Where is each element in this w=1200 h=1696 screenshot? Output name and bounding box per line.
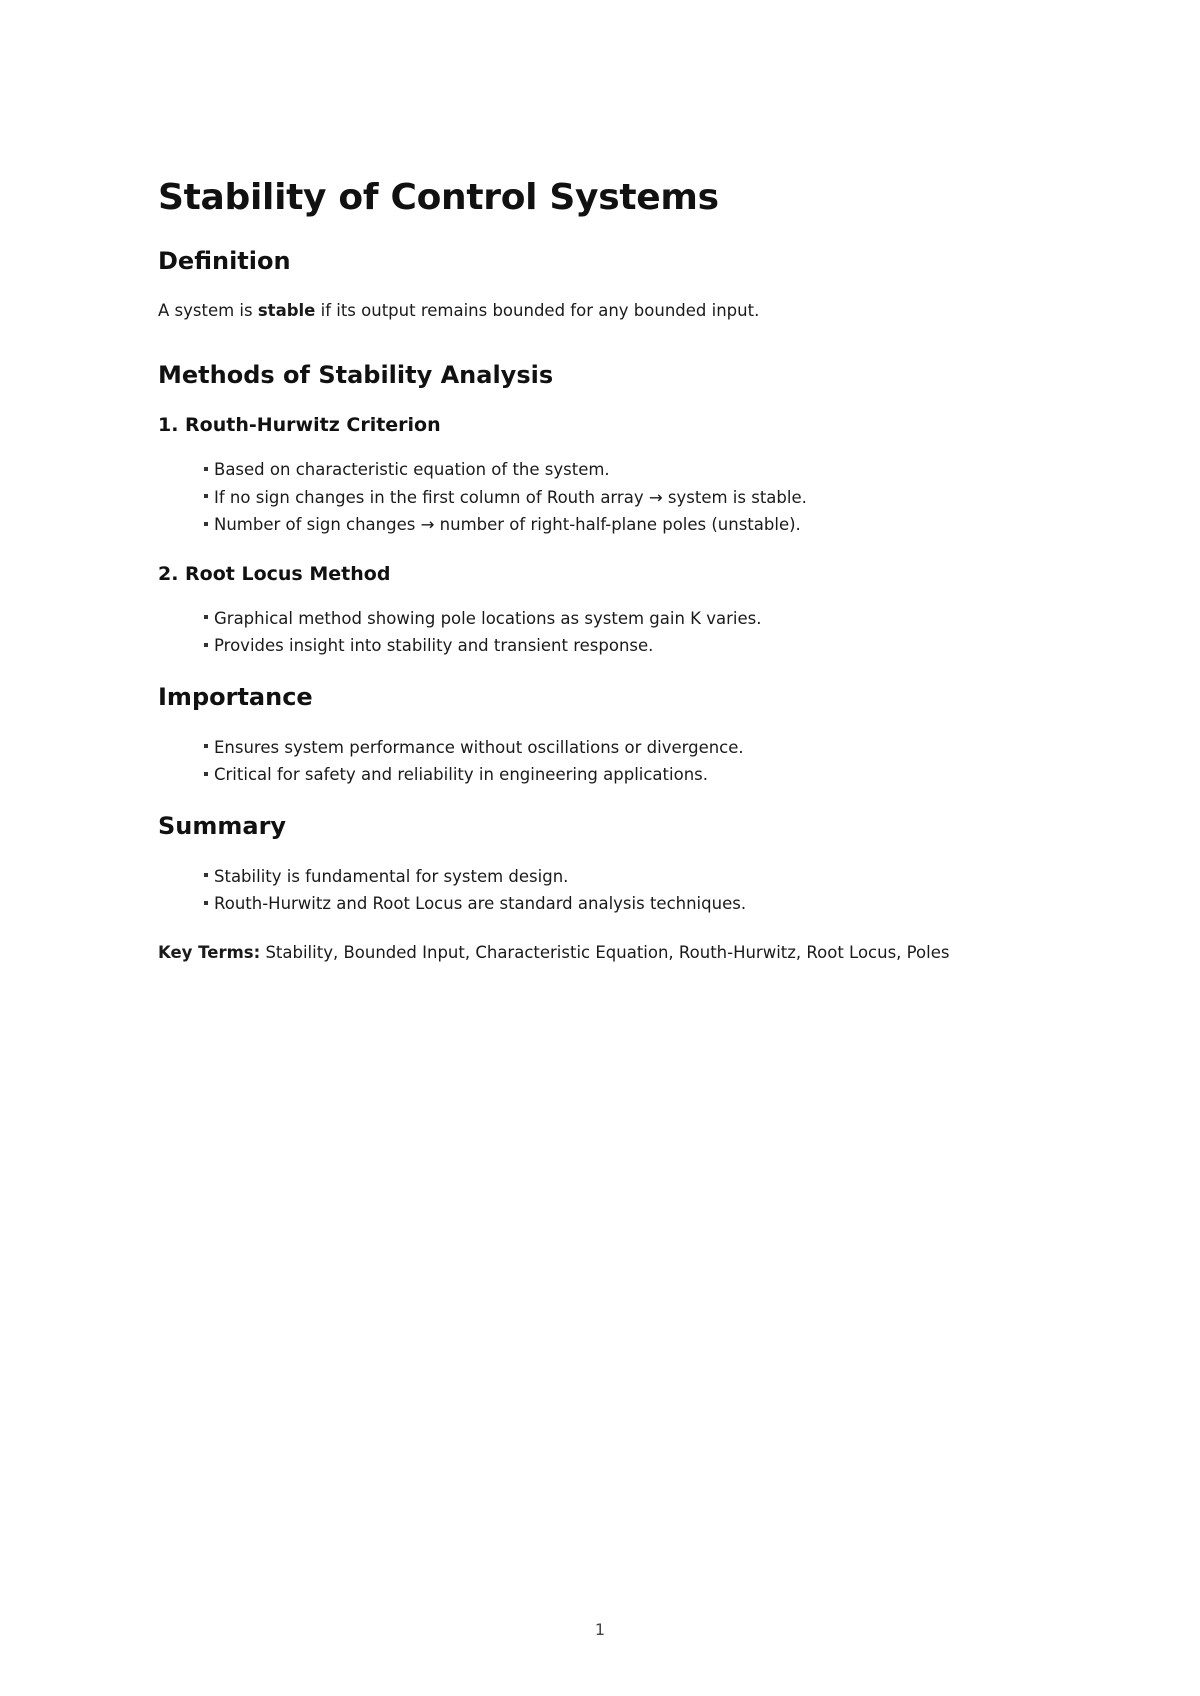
definition-bold-term: stable (257, 301, 316, 320)
key-terms-label: Key Terms: (158, 942, 261, 962)
list-item-text: If no sign changes in the first column of Routh array → system is stable. (214, 487, 807, 507)
methods-heading: Methods of Stability Analysis (158, 361, 554, 389)
list-item-text: Routh-Hurwitz and Root Locus are standard analysis techniques. (214, 894, 747, 913)
root-locus-heading: 2. Root Locus Method (158, 562, 391, 585)
bullet-icon (204, 522, 208, 526)
list-item-text: Ensures system performance without oscillations or divergence. (214, 737, 744, 757)
list-item (204, 511, 1058, 539)
routh-hurwitz-list (158, 456, 1058, 539)
list-item-text: Provides insight into stability and transient response. (214, 636, 654, 655)
key-terms-paragraph (158, 940, 1058, 966)
definition-paragraph (158, 298, 1058, 324)
list-item-text: Based on characteristic equation of the system. (214, 460, 610, 479)
root-locus-list (158, 605, 1058, 660)
list-item (204, 632, 1058, 660)
list-item (204, 456, 1058, 484)
importance-heading: Importance (158, 682, 313, 711)
definition-text-after: if its output remains bounded for any bounded input. (315, 301, 760, 320)
bullet-icon (204, 467, 208, 471)
list-item-text: Number of sign changes → number of right-half-plane poles (unstable). (214, 515, 801, 534)
list-item (204, 605, 1058, 633)
list-item (204, 484, 1058, 512)
bullet-icon (204, 772, 208, 776)
list-item-text: Critical for safety and reliability in engineering applications. (214, 765, 708, 784)
list-item (204, 734, 1058, 762)
definition-text-before: A system is (158, 301, 258, 320)
document-title: Stability of Control Systems (158, 177, 719, 218)
list-item-text: Stability is fundamental for system design. (214, 866, 569, 886)
list-item-text: Graphical method showing pole locations as system gain K varies. (214, 608, 762, 628)
list-item (204, 761, 1058, 789)
list-item (204, 863, 1058, 891)
document-content (158, 176, 1058, 966)
list-item (204, 890, 1058, 918)
bullet-icon (204, 643, 208, 647)
definition-heading: Definition (158, 247, 291, 275)
bullet-icon (204, 615, 208, 619)
page-number: 1 (594, 1620, 606, 1639)
summary-heading: Summary (158, 811, 287, 840)
importance-list (158, 734, 1058, 789)
key-terms-text: Stability, Bounded Input, Characteristic Equation, Routh-Hurwitz, Root Locus, Poles (260, 942, 950, 962)
bullet-icon (204, 873, 208, 877)
bullet-icon (204, 901, 208, 905)
summary-list (158, 863, 1058, 918)
bullet-icon (204, 744, 208, 748)
routh-hurwitz-heading: 1. Routh-Hurwitz Criterion (158, 414, 441, 436)
bullet-icon (204, 494, 208, 498)
